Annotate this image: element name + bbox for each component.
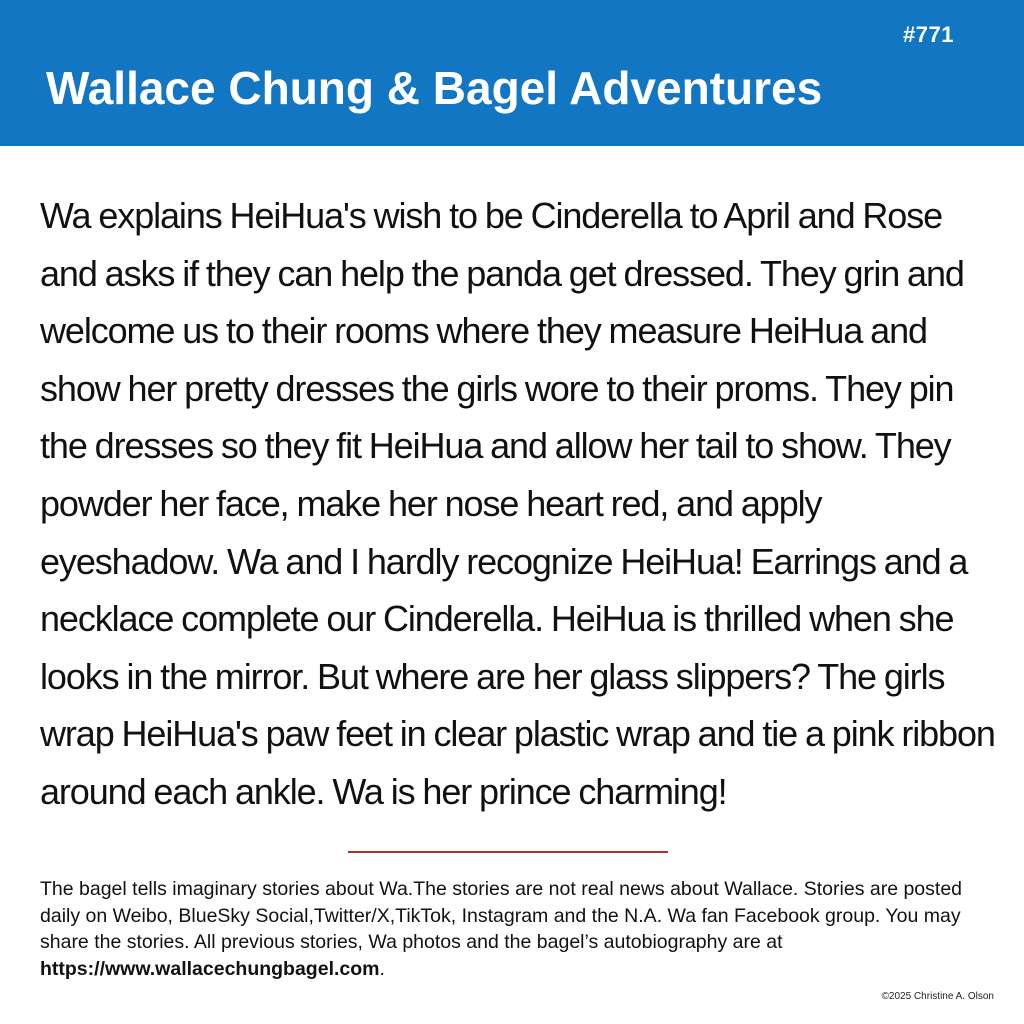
footer-text: The bagel tells imaginary stories about Wa.The stories are not real news about Wallace. Stories are posted daily on Weibo, BlueSky Social,Twitter/X,TikTok, Instagram and the N.A. Wa fan Facebook group. You may share the stories. All previous stories, Wa photos and the bagel’s autobiography are at (40, 878, 963, 953)
footer-disclaimer (40, 876, 980, 982)
page-title: Wallace Chung & Bagel Adventures (46, 62, 823, 114)
header-banner (0, 0, 1024, 146)
footer-end-punctuation: . (379, 957, 385, 980)
website-link[interactable]: https://www.wallacechungbagel.com (40, 957, 380, 980)
divider-line (348, 851, 668, 853)
story-text: Wa explains HeiHua's wish to be Cinderella to April and Rose and asks if they can help the panda get dressed. They grin and welcome us to their rooms where they measure HeiHua and show her pretty dresses the girls wore to their proms. They pin the dresses so they fit HeiHua and allow her tail to show. They powder her face, make her nose heart red, and apply eyeshadow. Wa and I hardly recognize HeiHua! Earrings and a necklace complete our Cinderella. HeiHua is thrilled when she looks in the mirror. But where are her glass slippers? The girls wrap HeiHua's paw feet in clear plastic wrap and tie a pink ribbon around each ankle. Wa is her prince charming! (40, 195, 995, 812)
issue-number: #771 (903, 22, 954, 47)
copyright-notice: ©2025 Christine A. Olson (881, 991, 994, 1002)
